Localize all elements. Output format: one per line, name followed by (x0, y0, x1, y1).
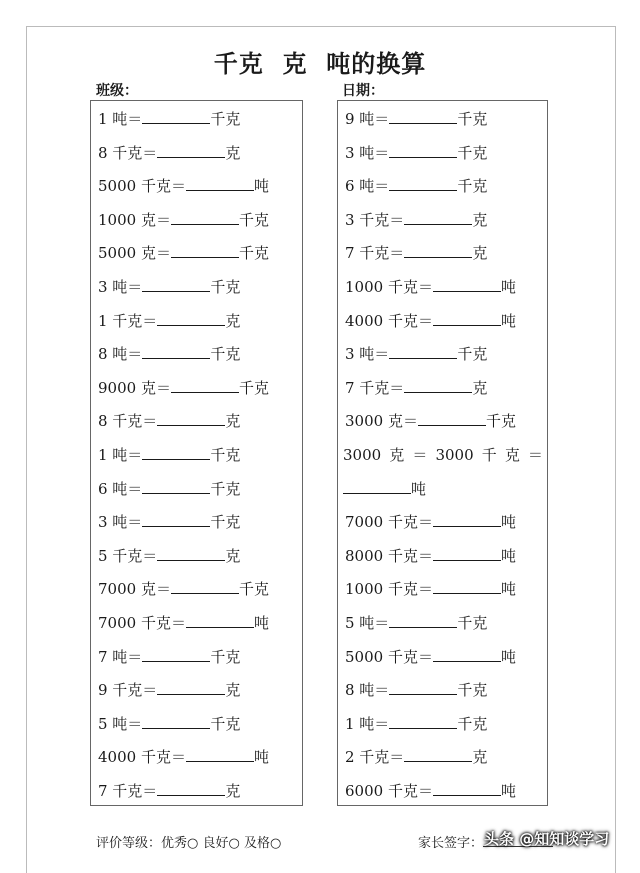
wrapped-exercise-line2 (343, 479, 426, 499)
exercise-quantity: 7 千克＝ (345, 378, 405, 397)
parent-signature-label: 家长签字： (418, 836, 484, 851)
exercise-quantity: 5000 克＝ (98, 244, 171, 263)
exercise-row (98, 411, 240, 431)
exercise-quantity: 6000 千克＝ (345, 782, 433, 800)
exercise-quantity: 3000 克＝ (345, 412, 418, 431)
exercise-row (345, 109, 487, 129)
exercise-row (98, 344, 240, 364)
answer-blank[interactable] (171, 579, 239, 594)
answer-blank[interactable] (157, 680, 225, 695)
exercise-quantity: 3 吨＝ (98, 513, 143, 532)
exercise-quantity: 7 千克＝ (98, 782, 158, 800)
answer-blank[interactable] (142, 647, 210, 662)
exercise-row (345, 143, 487, 163)
exercise-quantity: 7 千克＝ (345, 244, 405, 263)
exercise-quantity: 6 吨＝ (345, 177, 390, 196)
answer-blank[interactable] (186, 176, 254, 191)
exercise-row (345, 512, 516, 532)
exercise-unit: 吨 (500, 278, 516, 296)
exercise-row (345, 546, 516, 566)
answer-blank[interactable] (389, 109, 457, 124)
exercise-unit: 吨 (500, 580, 516, 599)
exercise-unit: 千克 (210, 647, 241, 666)
exercise-quantity: 4000 千克＝ (98, 748, 186, 767)
answer-blank[interactable] (343, 479, 411, 494)
exercise-quantity: 8 吨＝ (345, 681, 390, 700)
exercise-row (98, 445, 240, 465)
exercise-quantity: 1000 千克＝ (345, 580, 433, 599)
exercise-quantity: 3 吨＝ (98, 278, 143, 296)
exercise-unit: 吨 (500, 513, 516, 532)
answer-blank[interactable] (142, 344, 210, 359)
worksheet-title: 千克 克 吨的换算 (213, 50, 427, 78)
answer-blank[interactable] (142, 277, 210, 292)
answer-blank[interactable] (142, 479, 210, 494)
exercise-row (345, 680, 487, 700)
exercise-unit: 千克 (210, 714, 241, 733)
answer-blank[interactable] (433, 311, 501, 326)
answer-blank[interactable] (157, 143, 225, 158)
exercise-quantity: 8 吨＝ (98, 345, 143, 364)
exercise-row (98, 680, 240, 700)
exercise-row (98, 378, 269, 398)
answer-blank[interactable] (157, 411, 225, 426)
answer-blank[interactable] (389, 680, 457, 695)
answer-blank[interactable] (186, 747, 254, 762)
answer-blank[interactable] (142, 445, 210, 460)
wrapped-token: 3000 (343, 446, 382, 464)
exercise-unit: 千克 (238, 244, 269, 263)
exercise-row (98, 714, 240, 734)
exercise-unit: 克 (225, 782, 241, 800)
wrapped-token: ＝ (412, 446, 428, 464)
exercise-quantity: 9000 克＝ (98, 378, 171, 397)
exercise-row (98, 546, 240, 566)
exercise-row (98, 781, 240, 801)
answer-blank[interactable] (389, 176, 457, 191)
exercise-quantity: 7 吨＝ (98, 647, 143, 666)
exercise-unit: 吨 (253, 177, 269, 196)
exercise-unit: 千克 (457, 110, 488, 128)
exercise-row (345, 781, 516, 801)
exercise-unit: 吨 (500, 647, 516, 666)
answer-blank[interactable] (142, 109, 210, 124)
exercise-unit: 吨 (411, 479, 427, 498)
answer-blank[interactable] (171, 243, 239, 258)
exercise-unit: 克 (472, 210, 488, 229)
left-exercise-column (90, 100, 303, 806)
exercise-unit: 千克 (210, 513, 241, 532)
exercise-row (345, 176, 487, 196)
exercise-quantity: 5000 千克＝ (98, 177, 186, 196)
exercise-unit: 吨 (500, 782, 516, 800)
exercise-row (98, 109, 240, 129)
exercise-unit: 千克 (238, 210, 269, 229)
wrapped-token: ＝ (527, 446, 543, 464)
answer-blank[interactable] (142, 714, 210, 729)
answer-blank[interactable] (433, 546, 501, 561)
exercise-row (345, 210, 487, 230)
answer-blank[interactable] (404, 747, 472, 762)
answer-blank[interactable] (171, 210, 239, 225)
exercise-row (98, 243, 269, 263)
answer-blank[interactable] (171, 378, 239, 393)
exercise-unit: 千克 (238, 580, 269, 599)
exercise-quantity: 8 千克＝ (98, 143, 158, 162)
exercise-quantity: 1 千克＝ (98, 311, 158, 330)
answer-blank[interactable] (433, 781, 501, 796)
exercise-row (98, 747, 269, 767)
answer-blank[interactable] (157, 781, 225, 796)
exercise-quantity: 9 吨＝ (345, 110, 390, 128)
exercise-row (345, 378, 487, 398)
exercise-quantity: 7000 千克＝ (345, 513, 433, 532)
exercise-unit: 千克 (238, 378, 269, 397)
exercise-unit: 千克 (210, 479, 241, 498)
exercise-unit: 吨 (500, 311, 516, 330)
right-exercise-column (337, 100, 548, 806)
exercise-quantity: 3 吨＝ (345, 345, 390, 364)
exercise-quantity: 5 吨＝ (345, 614, 390, 632)
exercise-quantity: 9 千克＝ (98, 681, 158, 700)
exercise-row (345, 714, 487, 734)
exercise-row (345, 311, 516, 331)
exercise-row (98, 579, 269, 599)
exercise-quantity: 8000 千克＝ (345, 546, 433, 565)
exercise-unit: 克 (472, 378, 488, 397)
answer-blank[interactable] (186, 613, 254, 628)
exercise-quantity: 1 吨＝ (98, 110, 143, 128)
exercise-unit: 吨 (253, 614, 269, 632)
exercise-row (98, 143, 240, 163)
exercise-row (98, 613, 269, 633)
exercise-row (98, 647, 240, 667)
wrapped-token: 克 (504, 446, 520, 464)
exercise-unit: 吨 (253, 748, 269, 767)
answer-blank[interactable] (433, 647, 501, 662)
wrapped-exercise-line1 (343, 445, 543, 465)
exercise-quantity: 3 吨＝ (345, 143, 390, 162)
answer-blank[interactable] (404, 378, 472, 393)
answer-blank[interactable] (389, 613, 457, 628)
wrapped-token: 千 (481, 446, 497, 464)
exercise-quantity: 1000 千克＝ (345, 278, 433, 296)
exercise-unit: 克 (225, 412, 241, 431)
exercise-row (98, 176, 269, 196)
exercise-unit: 千克 (457, 614, 488, 632)
exercise-unit: 克 (225, 681, 241, 700)
exercise-quantity: 3 千克＝ (345, 210, 405, 229)
exercise-unit: 克 (225, 311, 241, 330)
answer-blank[interactable] (404, 243, 472, 258)
answer-blank[interactable] (142, 512, 210, 527)
exercise-unit: 克 (472, 748, 488, 767)
exercise-unit: 千克 (210, 345, 241, 364)
exercise-quantity: 8 千克＝ (98, 412, 158, 431)
answer-blank[interactable] (157, 311, 225, 326)
exercise-row (98, 311, 240, 331)
answer-blank[interactable] (389, 344, 457, 359)
date-label: 日期： (342, 83, 384, 99)
exercise-row (345, 344, 487, 364)
exercise-unit: 千克 (485, 412, 516, 431)
wrapped-token: 克 (389, 446, 405, 464)
answer-blank[interactable] (418, 411, 486, 426)
rating-line: 评价等级：优秀○ 良好○ 及格○ (96, 836, 282, 851)
answer-blank[interactable] (433, 512, 501, 527)
exercise-row (345, 613, 487, 633)
exercise-quantity: 2 千克＝ (345, 748, 405, 767)
exercise-row (345, 243, 487, 263)
answer-blank[interactable] (157, 546, 225, 561)
exercise-row (345, 411, 516, 431)
exercise-row (345, 747, 487, 767)
exercise-unit: 克 (225, 546, 241, 565)
exercise-quantity: 4000 千克＝ (345, 311, 433, 330)
exercise-row (98, 512, 240, 532)
exercise-quantity: 1 吨＝ (98, 446, 143, 464)
exercise-quantity: 7000 克＝ (98, 580, 171, 599)
wrapped-token: 3000 (435, 446, 474, 464)
exercise-row (98, 210, 269, 230)
answer-blank[interactable] (433, 579, 501, 594)
exercise-unit: 克 (472, 244, 488, 263)
answer-blank[interactable] (389, 143, 457, 158)
answer-blank[interactable] (404, 210, 472, 225)
answer-blank[interactable] (433, 277, 501, 292)
answer-blank[interactable] (389, 714, 457, 729)
exercise-row (98, 479, 240, 499)
exercise-quantity: 5 千克＝ (98, 546, 158, 565)
exercise-row (345, 647, 516, 667)
exercise-quantity: 6 吨＝ (98, 479, 143, 498)
exercise-quantity: 1000 克＝ (98, 210, 171, 229)
exercise-quantity: 1 吨＝ (345, 714, 390, 733)
exercise-quantity: 7000 千克＝ (98, 614, 186, 632)
exercise-quantity: 5000 千克＝ (345, 647, 433, 666)
exercise-row (98, 277, 240, 297)
exercise-unit: 千克 (210, 110, 241, 128)
exercise-unit: 千克 (457, 681, 488, 700)
exercise-unit: 千克 (457, 143, 488, 162)
exercise-unit: 千克 (210, 278, 241, 296)
watermark: 头条 @知知谈学习 (484, 830, 610, 848)
exercise-row (345, 277, 516, 297)
exercise-unit: 吨 (500, 546, 516, 565)
exercise-unit: 千克 (210, 446, 241, 464)
exercise-row (345, 579, 516, 599)
exercise-unit: 克 (225, 143, 241, 162)
class-label: 班级： (96, 83, 138, 99)
exercise-unit: 千克 (457, 177, 488, 196)
exercise-quantity: 5 吨＝ (98, 714, 143, 733)
exercise-unit: 千克 (457, 345, 488, 364)
exercise-unit: 千克 (457, 714, 488, 733)
